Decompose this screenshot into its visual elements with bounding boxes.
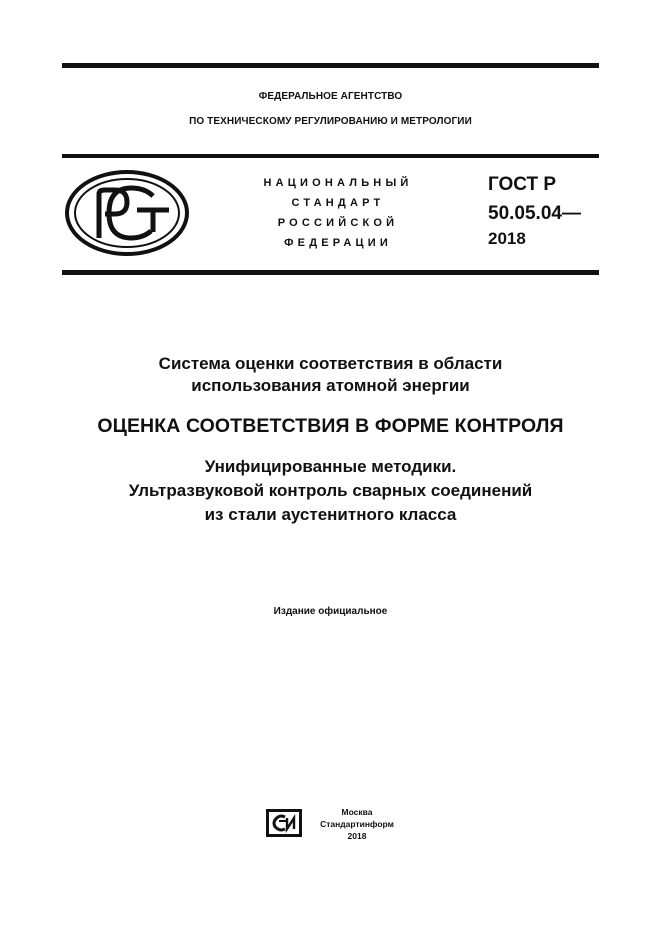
agency-name-line1: ФЕДЕРАЛЬНОЕ АГЕНТСТВО: [258, 91, 403, 102]
main-title: ОЦЕНКА СООТВЕТСТВИЯ В ФОРМЕ КОНТРОЛЯ: [97, 415, 564, 437]
national-line-4: ФЕДЕРАЦИИ: [284, 237, 392, 249]
gost-number: [488, 170, 581, 250]
national-line-3: РОССИЙСКОЙ: [277, 217, 399, 229]
standartinform-logo-icon: [265, 808, 303, 838]
edition-label: Издание официальное: [273, 606, 388, 617]
gost-code: 50.05.04—: [488, 203, 581, 224]
top-divider: [62, 63, 599, 68]
gost-prefix: ГОСТ Р: [488, 174, 557, 195]
publisher-name: Стандартинформ: [320, 819, 394, 829]
subtitle-line2: Ультразвуковой контроль сварных соединений: [128, 481, 533, 500]
rst-emblem-icon: [65, 170, 189, 256]
system-title-line1: Система оценки соответствия в области: [158, 354, 503, 373]
middle-divider: [62, 154, 599, 158]
subtitle: [40, 455, 621, 527]
publisher-year: 2018: [347, 831, 367, 841]
system-title-line2: использования атомной энергии: [191, 376, 470, 395]
agency-name-line2: ПО ТЕХНИЧЕСКОМУ РЕГУЛИРОВАНИЮ И МЕТРОЛОГИИ: [189, 116, 472, 127]
lower-divider: [62, 270, 599, 275]
publisher-info: [313, 806, 401, 842]
national-line-2: СТАНДАРТ: [291, 197, 385, 209]
national-standard-label: [248, 173, 428, 253]
gost-year: 2018: [488, 229, 526, 248]
publisher-city: Москва: [341, 807, 373, 817]
national-line-1: НАЦИОНАЛЬНЫЙ: [263, 177, 413, 189]
system-title: [40, 353, 621, 397]
subtitle-line1: Унифицированные методики.: [204, 457, 457, 476]
subtitle-line3: из стали аустенитного класса: [204, 505, 457, 524]
